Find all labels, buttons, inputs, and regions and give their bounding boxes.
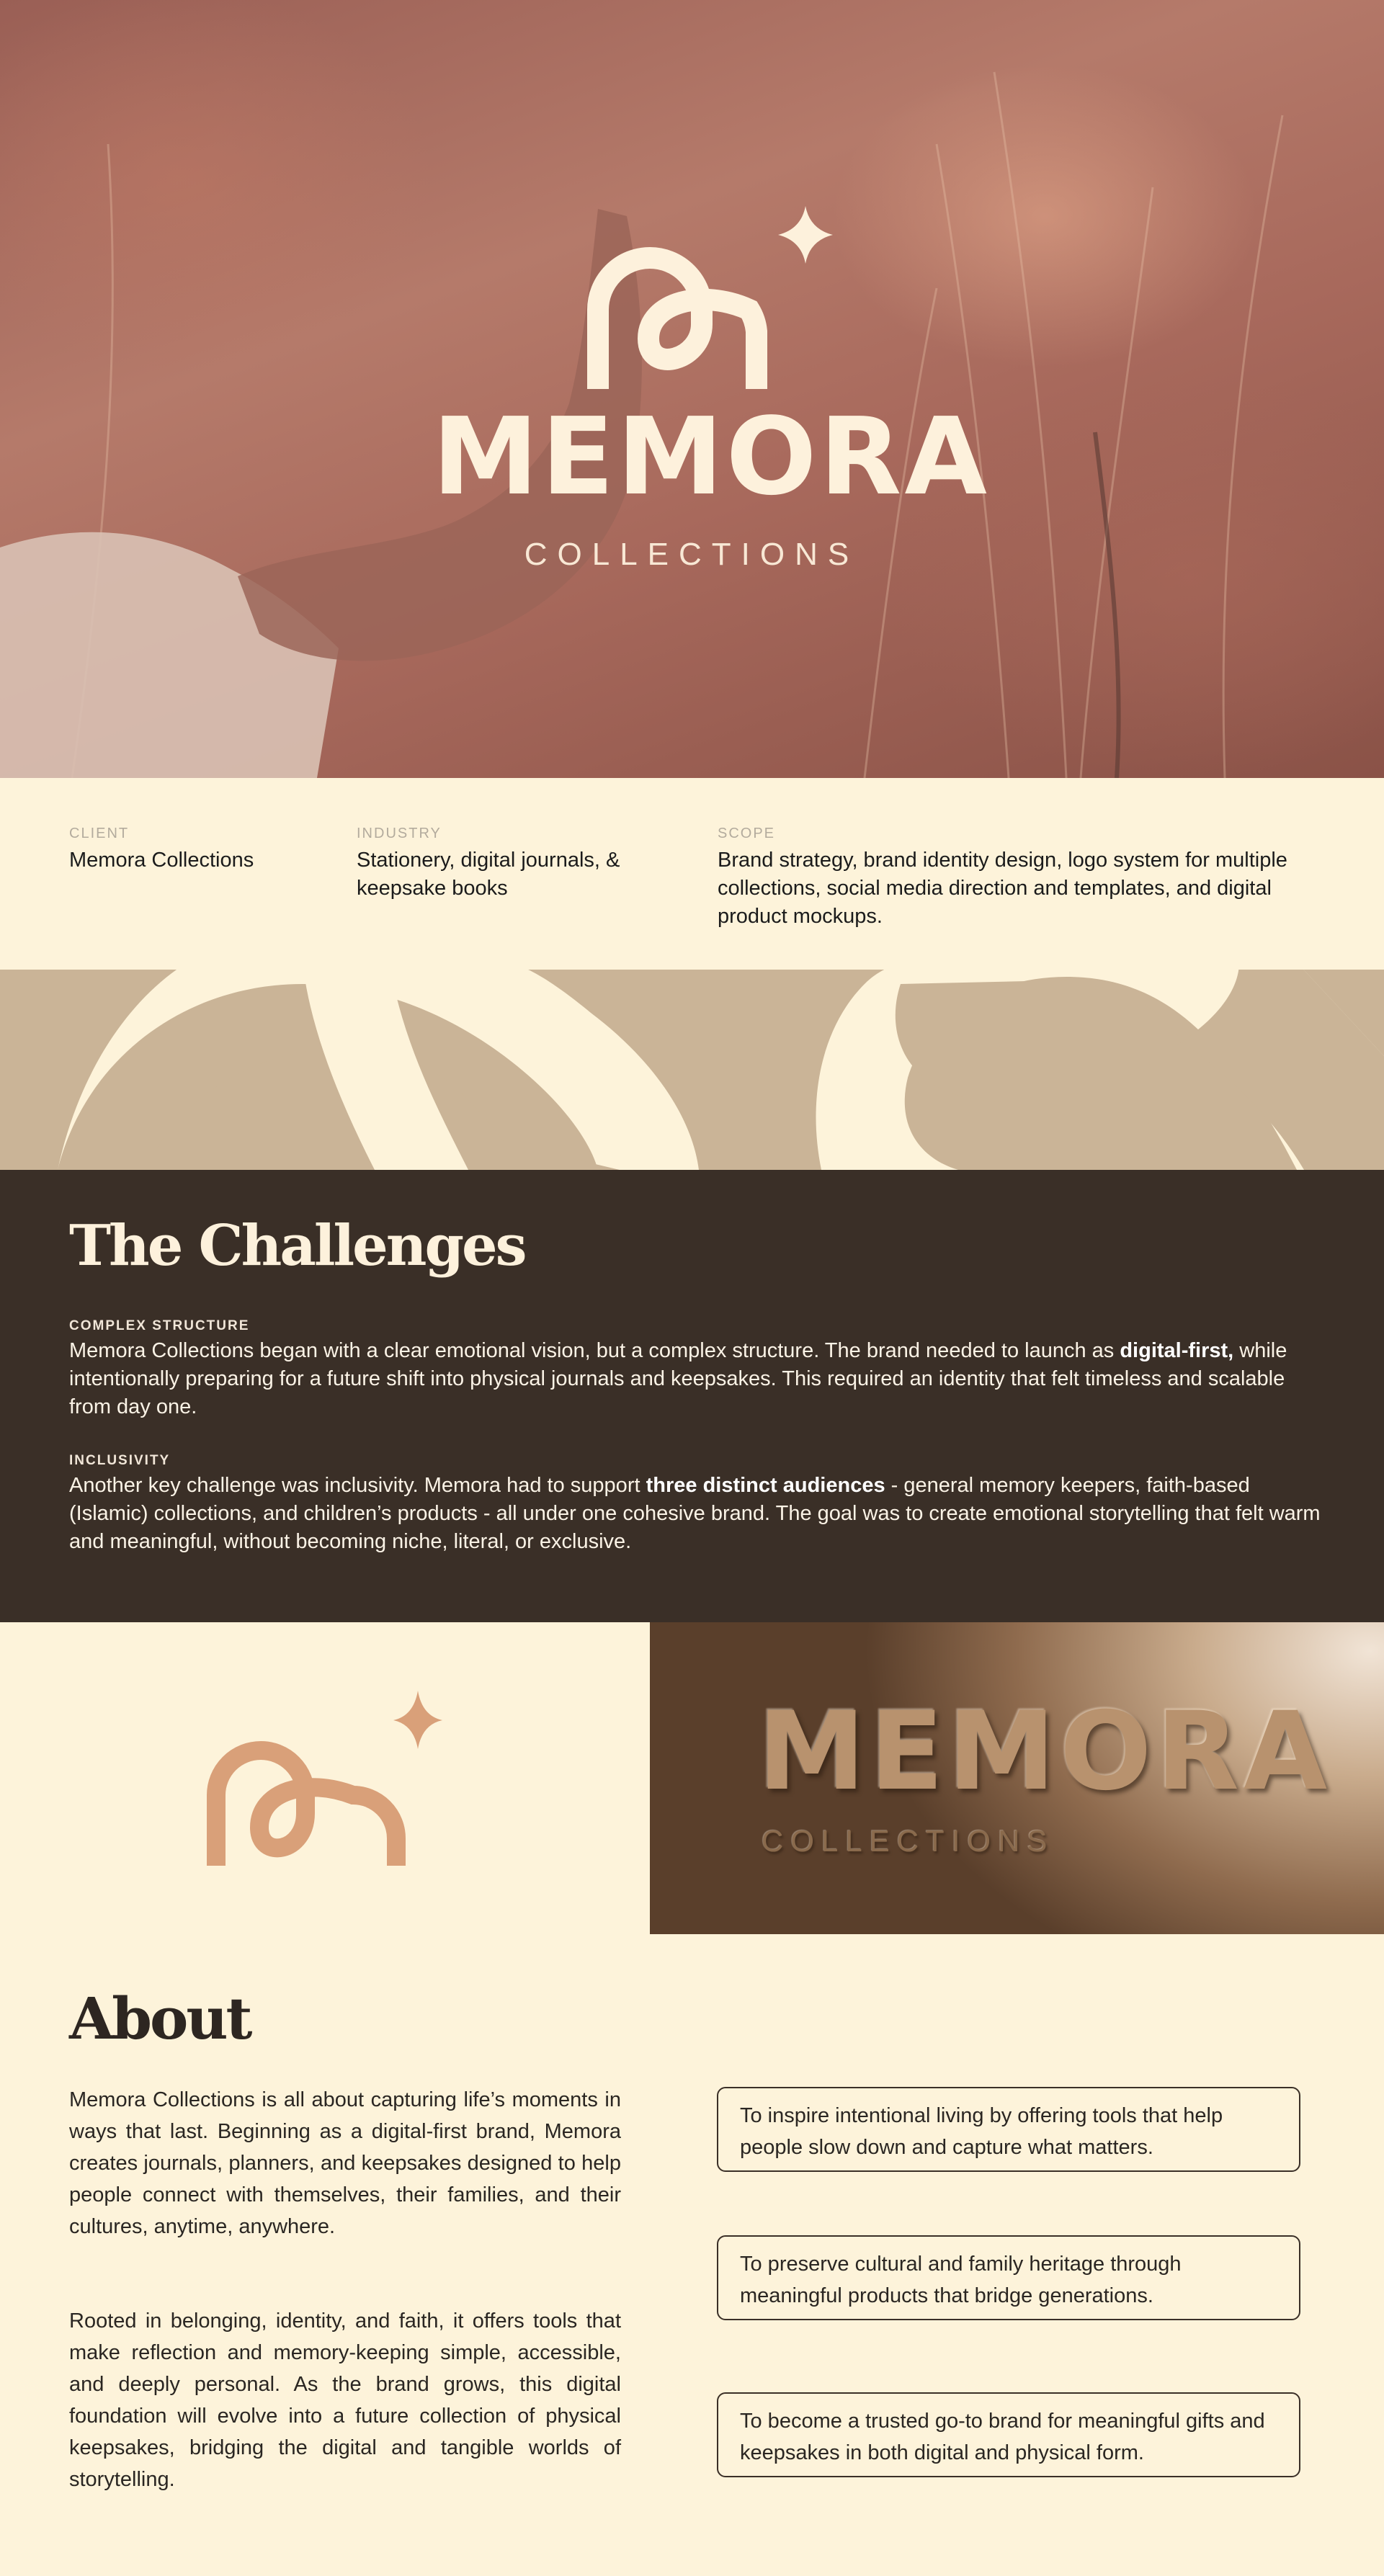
complex-structure-label: COMPLEX STRUCTURE — [69, 1318, 250, 1333]
memora-logo-mark — [0, 0, 1384, 778]
scope-label: SCOPE — [718, 826, 776, 841]
embossed-wordmark: MEMORA — [758, 1689, 1332, 1815]
client-value: Memora Collections — [69, 849, 254, 872]
project-info-strip — [0, 778, 1384, 970]
complex-text-part-1: Memora Collections began with a clear emotional vision, but a complex structure. The brand needed to launch as — [69, 1339, 1120, 1362]
about-paragraph-2: Rooted in belonging, identity, and faith, it offers tools that make reflection and memory-keeping simple, accessible, and deeply personal. As the brand grows, this digital foundation will evolve into a future collection of physical keepsakes, bridging the digital and tangible worlds of storytelling. — [69, 2309, 621, 2491]
goal-card-1: To inspire intentional living by offering tools that help people slow down and capture what matters. — [717, 2087, 1300, 2172]
complex-text-bold: digital-first, — [1120, 1339, 1234, 1362]
challenges-section — [0, 1170, 1384, 1622]
goal-card-3: To become a trusted go-to brand for meaningful gifts and keepsakes in both digital and physical form. — [717, 2392, 1300, 2477]
scope-column — [718, 826, 1316, 931]
complex-structure-text — [69, 1337, 1323, 1421]
about-title: About — [69, 1985, 251, 2052]
inclusivity-text-part-1: Another key challenge was inclusivity. Memora had to support — [69, 1474, 646, 1497]
about-paragraph-1: Memora Collections is all about capturing life’s moments in ways that last. Beginning as a digital-first brand, Memora creates journals, planners, and keepsakes designed to help people connect with themselves, their families, and their cultures, anytime, anywhere. — [69, 2088, 621, 2238]
decorative-loop-shapes — [0, 970, 1384, 1170]
industry-label: INDUSTRY — [357, 826, 442, 841]
industry-column — [357, 826, 659, 903]
challenges-title: The Challenges — [69, 1213, 525, 1279]
industry-value: Stationery, digital journals, & keepsake books — [357, 849, 620, 900]
inclusivity-label: INCLUSIVITY — [69, 1453, 171, 1468]
client-label: CLIENT — [69, 826, 130, 841]
inclusivity-block — [69, 1453, 1323, 1556]
inclusivity-text-bold: three distinct audiences — [646, 1474, 885, 1497]
logo-mark-panel — [0, 1622, 650, 1934]
goal-card-2: To preserve cultural and family heritage through meaningful products that bridge generations. — [717, 2235, 1300, 2320]
client-column — [69, 826, 300, 875]
complex-text-part-2: while intentionally preparing for a future shift into physical journals and keepsakes. This required an identity that felt timeless and scalable from day one. — [69, 1339, 1287, 1418]
about-section — [0, 1934, 1384, 2576]
decorative-shapes-band — [0, 970, 1384, 1170]
complex-structure-block — [69, 1318, 1323, 1421]
embossed-logo-mockup — [650, 1622, 1384, 1934]
inclusivity-text — [69, 1472, 1323, 1556]
embossed-subtitle: COLLECTIONS — [762, 1824, 1055, 1858]
memora-peach-logo-icon — [0, 1622, 650, 1934]
scope-value: Brand strategy, brand identity design, logo system for multiple collections, social media direction and templates, and digital product mockups. — [718, 849, 1287, 928]
hero-brand-wordmark: MEMORA — [432, 395, 990, 519]
hero-section — [0, 0, 1384, 778]
hero-brand-subtitle: COLLECTIONS — [524, 537, 860, 572]
inclusivity-text-part-2: - general memory keepers, faith-based (Islamic) collections, and children’s products - all under one cohesive brand. The goal was to create emotional storytelling that felt warm and meaningful, without becoming niche, literal, or exclusive. — [69, 1474, 1321, 1553]
